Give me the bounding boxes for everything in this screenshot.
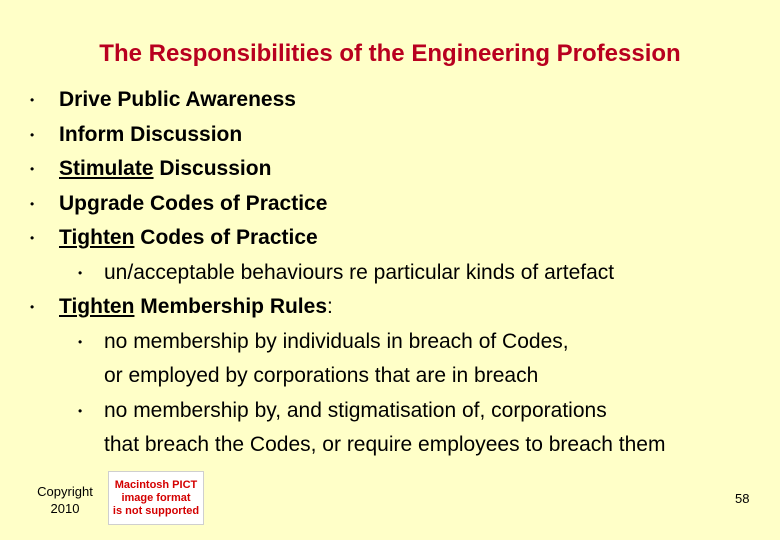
copyright-year: 2010 <box>50 501 80 516</box>
text-segment: Membership Rules <box>134 295 328 318</box>
list-item <box>0 293 780 328</box>
bullet-icon: • <box>78 334 83 349</box>
bullet-icon: • <box>30 127 35 142</box>
bullet-icon: • <box>78 403 83 418</box>
list-item-text <box>59 293 333 321</box>
pict-line-2: image format <box>121 492 191 504</box>
list-item <box>0 397 780 432</box>
list-item-text <box>104 431 665 459</box>
bullet-icon: • <box>30 162 35 176</box>
list-item <box>0 86 780 121</box>
list-item-text <box>104 397 607 425</box>
text-segment: no membership by individuals in breach of Codes, <box>104 329 569 353</box>
underlined-text: Tighten <box>59 295 135 318</box>
list-item-text <box>104 328 569 356</box>
underlined-text: Tighten <box>59 226 135 249</box>
slide-title: The Responsibilities of the Engineering Profession <box>99 40 681 67</box>
text-segment: : <box>327 295 333 318</box>
text-segment: un/acceptable behaviours re particular kinds of artefact <box>104 260 615 284</box>
underlined-text: Stimulate <box>59 157 154 180</box>
bullet-icon: • <box>78 265 83 280</box>
text-segment: that breach the Codes, or require employees to breach them <box>104 433 666 456</box>
bullet-icon: • <box>30 196 35 211</box>
list-item-text <box>59 86 296 114</box>
text-segment: Drive Public Awareness <box>59 88 296 111</box>
text-segment: Discussion <box>153 157 272 180</box>
copyright-label: Copyright <box>37 484 93 499</box>
list-item <box>0 259 780 294</box>
pict-line-3: is not supported <box>112 505 200 517</box>
bullet-icon: • <box>30 231 35 245</box>
copyright-notice <box>30 483 100 517</box>
list-item <box>0 121 780 156</box>
list-item <box>0 328 780 363</box>
list-item-text <box>59 155 271 183</box>
text-segment: Inform Discussion <box>59 122 243 146</box>
text-segment: Codes of Practice <box>134 226 318 249</box>
text-segment: or employed by corporations that are in breach <box>104 364 539 387</box>
list-item <box>0 190 780 225</box>
list-item-text <box>59 224 318 252</box>
list-item-text <box>104 259 614 287</box>
list-item-text <box>59 190 327 218</box>
page-number: 58 <box>735 491 750 506</box>
pict-line-1: Macintosh PICT <box>114 479 198 491</box>
text-segment: Upgrade Codes of Practice <box>59 191 328 215</box>
text-segment: no membership by, and stigmatisation of, corporations <box>104 398 607 422</box>
bullet-list <box>0 86 780 466</box>
list-item <box>0 431 780 466</box>
list-item <box>0 155 780 190</box>
list-item <box>0 362 780 397</box>
list-item-text <box>59 121 242 149</box>
unsupported-image-placeholder <box>108 471 204 525</box>
list-item-text <box>104 362 538 390</box>
bullet-icon: • <box>30 93 35 107</box>
bullet-icon: • <box>30 300 35 314</box>
list-item <box>0 224 780 259</box>
